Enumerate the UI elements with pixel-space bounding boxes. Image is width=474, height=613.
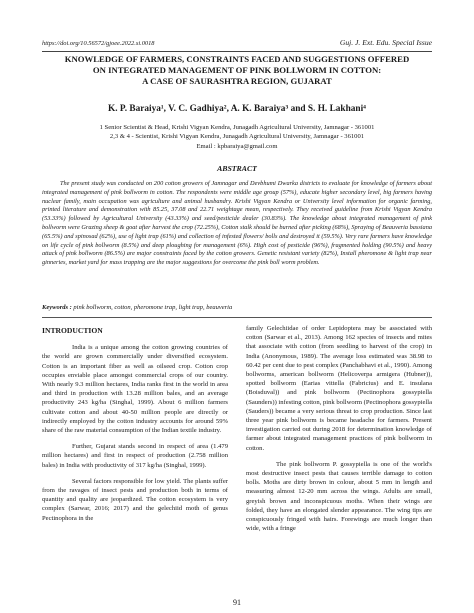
paper-title xyxy=(36,54,438,87)
intro-paragraph-1: India is a unique among the cotton growing countries of the world are grown commercially under diversified ecosystem. Cotton is an important fiber as well as oilseed crop. Cotton crop occupies enviable place amongst commercial crops of our country. With nearly 9.3 million hectares, India ranks first in the world in area and third in production with 13.28 million bales, and an average productivity 243 kg/ha (Singhal, 1999). About 6 million farmers cultivate cotton and about 40-50 million people are directly or indirectly employed by the cotton industry accounts for around 59% share of the raw material consumption of the Indian textile industry. xyxy=(42,344,228,435)
affiliation-2: 2,3 & 4 - Scientist, Krishi Vigyan Kendra, Junagadh Agricultural University, Jamnagar - 361001 xyxy=(109,133,365,141)
keywords xyxy=(42,304,432,311)
keywords-label: Keywords : xyxy=(42,304,72,311)
email: Email : kpbaraiya@gmail.com xyxy=(196,142,278,150)
header-divider xyxy=(42,51,432,52)
intro-paragraph-5: The pink bollworm P. gossypiella is one of the world's most destructive insect pests that causes terrible damage to cotton bolls. Moths are dirty brown in colour, about 5 mm in length and measuring almost 12-20 mm across the wings. Adults are small, greyish brown and inconspicuous moths. When their wings are folded, they have an elongated slender appearance. The wing tips are conspicuously fringed with hairs. Forewings are much longer than wide, with a fringe xyxy=(246,460,432,533)
journal-name: Guj. J. Ext. Edu. Special Issue xyxy=(339,38,432,47)
section-heading-introduction: INTRODUCTION xyxy=(42,326,103,335)
doi-link[interactable]: https://doi.org/10.56572/gjoee.2022.si.0018 xyxy=(42,40,155,47)
keywords-text: pink bollworm, cotton, pheromone trap, light trap, beauveria xyxy=(73,304,233,311)
abstract-heading: ABSTRACT xyxy=(217,164,257,173)
abstract-body xyxy=(42,180,432,268)
abstract-text: The present study was conducted on 200 cotton growers of Jamnagar and Devbhumi Dwarka districts to evaluate for knowledge of farmers about integrated management of pink bollworm in cotton. The respondents were middle age group (57%), educate higher secondary level, big farmers having nuclear family, main occupation was agriculture and animal husbandry. Krishi Vigyan Kendra or University level information for organic farming, printed literature and demonstration with 85.25, 37.08 and 22.71 weightage mean, respectively. They received guideline from Krishi Vigyan Kendra (53.33%) followed by Agricultural University (43.33%) and seed/pesticide dealer (30.83%). The knowledge about integrated management of pink bollworm were Grazing sheep & goat after harvest the crop (72.25%), Cotton stalk should be burned after picking (68%), Spraying of Beauveria bassiana (65.5%) and spinosad (62%), use of light trap (61%) and collection of infested flowers/ bolls and destroyed it (59.5%). Very rare farmers have knowledge on life cycle of pink bollworm (8.5%) and deep ploughing for management (6%). High cost of pesticide (96%), fragmented holding (90.5%) and heavy attack of pink bollworm (86.5%) are major constraints faced by the cotton growers. Genetic resistant variety (82%), Install pheromone & light trap near ginneries, market yard for mass trapping are the major suggestions for overcome the pink boll worm problem. xyxy=(42,180,432,267)
left-column xyxy=(42,324,228,530)
intro-paragraph-2: Further, Gujarat stands second in respect of area (1.479 million hectares) and first in respect of production (2.758 million bales) in India with productivity of 317 kg/ha (Singhal, 1999). xyxy=(42,443,228,469)
title-line-1: KNOWLEDGE OF FARMERS, CONSTRAINTS FACED AND SUGGESTIONS OFFERED xyxy=(64,54,410,64)
affiliations xyxy=(36,123,438,151)
affiliation-1: 1 Senior Scientist & Head, Krishi Vigyan Kendra, Junagadh Agricultural University, Jamnagar - 361001 xyxy=(99,124,375,131)
title-line-3: A CASE OF SAURASHTRA REGION, GUJARAT xyxy=(142,76,332,86)
page-number: 91 xyxy=(233,598,241,607)
title-line-2: ON INTEGRATED MANAGEMENT OF PINK BOLLWORM IN COTTON: xyxy=(92,65,382,75)
right-column xyxy=(246,324,432,540)
intro-paragraph-3: Several factors responsible for low yield. The plants suffer from the ravages of insect pests and production both in terms of quantity and quality are jeopardized. The cotton ecosystem is very complex (Sarwar, 2016; 2017) and the gelechiid moth of genus Pectinophora in the xyxy=(42,477,228,522)
intro-paragraph-4: family Gelechiidae of order Lepidoptera may be associated with cotton (Sarwar et al., 2013). Among 162 species of insects and mites that associate with cotton (from seedling to harvest of the crop) in India (Anonymous, 1989). The average loss estimated was 38.98 to 60.42 per cent due to pest complex (Panchabhavi et al., 1990). Among bollworms, american bollworm (Helicoverpa armigera (Hubner)), spotted bollworm (Earias vittella (Fabricius) and E. insulana (Boisduval)) and pink bollworm (Pectinophora gossypiella (Saunders)) infesting cotton, pink bollworm (Pectinophora gossypiella (Sauders)) became a very serious threat to crop production. Since last three year pink bollworm is became headache for farmers. Present investigation carried out during 2018 for determination knowledge of farmer about integrated management practices of pink bollworm in cotton. xyxy=(246,325,432,452)
keywords-divider xyxy=(42,317,432,318)
authors: K. P. Baraiya¹, V. C. Gadhiya², A. K. Baraiya³ and S. H. Lakhani⁴ xyxy=(108,104,366,114)
